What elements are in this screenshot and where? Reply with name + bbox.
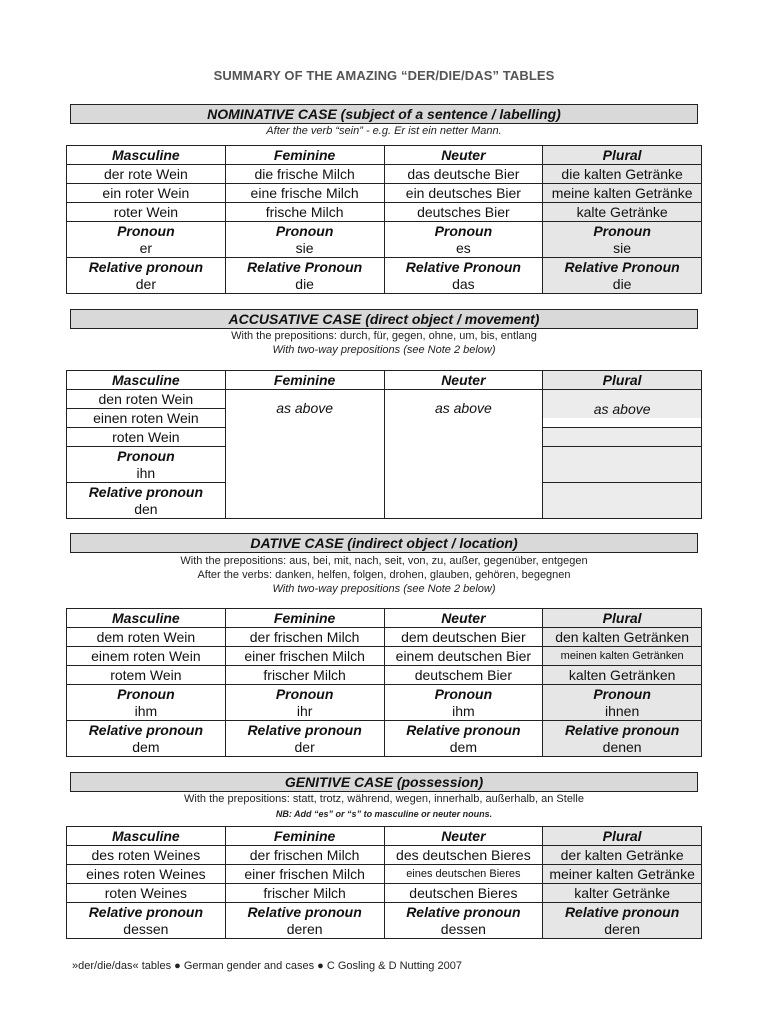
table-cell: die kalten Getränke	[543, 165, 702, 184]
col-feminine: Feminine	[225, 371, 384, 390]
as-above-cell: as above	[225, 390, 384, 519]
table-row	[67, 184, 702, 203]
table-cell: meinen kalten Getränken	[543, 647, 702, 666]
col-feminine: Feminine	[225, 609, 384, 628]
accusative-note: With two-way prepositions (see Note 2 below)	[272, 344, 496, 356]
table-cell: ein deutsches Bier	[384, 184, 543, 203]
table-cell: deutschen Bieres	[384, 884, 543, 903]
nominative-table	[66, 145, 702, 294]
nominative-header: NOMINATIVE CASE (subject of a sentence / labelling)	[70, 104, 698, 124]
col-masculine: Masculine	[67, 827, 226, 846]
relative-pronoun-cell: Relative pronoun deren	[225, 903, 384, 939]
table-cell: kalter Getränke	[543, 884, 702, 903]
pronoun-cell: Pronoun ihm	[384, 685, 543, 721]
table-row	[67, 628, 702, 647]
col-neuter: Neuter	[384, 827, 543, 846]
table-cell: meiner kalten Getränke	[543, 865, 702, 884]
table-cell: deutschem Bier	[384, 666, 543, 685]
pronoun-cell: Pronoun es	[384, 222, 543, 258]
relative-pronoun-cell: Relative Pronoun das	[384, 258, 543, 294]
table-cell: der frischen Milch	[225, 628, 384, 647]
col-plural: Plural	[543, 827, 702, 846]
accusative-header: ACCUSATIVE CASE (direct object / movement)	[70, 309, 698, 329]
table-cell: roter Wein	[67, 203, 226, 222]
table-row	[67, 865, 702, 884]
col-masculine: Masculine	[67, 371, 226, 390]
table-cell: einen roten Wein	[67, 409, 226, 428]
table-row	[67, 609, 702, 628]
col-plural: Plural	[543, 146, 702, 165]
table-cell: einem deutschen Bier	[384, 647, 543, 666]
col-plural: Plural	[543, 609, 702, 628]
as-above-cell: as above	[543, 400, 702, 419]
relative-pronoun-cell: Relative pronoun der	[225, 721, 384, 757]
table-cell: roten Wein	[67, 428, 226, 447]
table-cell: einem roten Wein	[67, 647, 226, 666]
pronoun-cell: Pronoun ihnen	[543, 685, 702, 721]
table-row	[67, 165, 702, 184]
table-row	[67, 258, 702, 294]
table-row	[67, 685, 702, 721]
genitive-table	[66, 826, 702, 939]
table-row	[67, 846, 702, 865]
table-cell: des roten Weines	[67, 846, 226, 865]
relative-pronoun-cell: Relative pronoun dem	[67, 721, 226, 757]
table-row	[67, 203, 702, 222]
table-cell: einer frischen Milch	[225, 647, 384, 666]
col-plural: Plural	[543, 371, 702, 390]
col-feminine: Feminine	[225, 146, 384, 165]
nominative-note: After the verb “sein” - e.g. Er ist ein netter Mann.	[266, 125, 502, 137]
col-neuter: Neuter	[384, 371, 543, 390]
table-cell: der rote Wein	[67, 165, 226, 184]
genitive-header: GENITIVE CASE (possession)	[70, 772, 698, 792]
relative-pronoun-cell: Relative pronoun der	[67, 258, 226, 294]
as-above-cell: as above	[384, 390, 543, 519]
genitive-note: With the prepositions: statt, trotz, während, wegen, innerhalb, außerhalb, an Stelle	[184, 793, 584, 805]
col-masculine: Masculine	[67, 609, 226, 628]
table-cell	[543, 483, 702, 519]
table-row	[67, 371, 702, 390]
page-title: SUMMARY OF THE AMAZING “DER/DIE/DAS” TABLES	[213, 68, 555, 83]
relative-pronoun-cell: Relative pronoun den	[67, 483, 226, 519]
dative-note: After the verbs: danken, helfen, folgen, drohen, glauben, gehören, begegnen	[197, 569, 571, 581]
relative-pronoun-cell: Relative pronoun dessen	[384, 903, 543, 939]
pronoun-cell: Pronoun ihm	[67, 685, 226, 721]
table-cell: dem deutschen Bier	[384, 628, 543, 647]
table-cell: das deutsche Bier	[384, 165, 543, 184]
table-row	[67, 666, 702, 685]
table-cell: der kalten Getränke	[543, 846, 702, 865]
pronoun-cell: Pronoun er	[67, 222, 226, 258]
col-feminine: Feminine	[225, 827, 384, 846]
accusative-note: With the prepositions: durch, für, gegen, ohne, um, bis, entlang	[231, 330, 537, 342]
table-cell: frischer Milch	[225, 884, 384, 903]
table-cell: roten Weines	[67, 884, 226, 903]
pronoun-cell: Pronoun sie	[543, 222, 702, 258]
table-row	[67, 146, 702, 165]
table-cell: dem roten Wein	[67, 628, 226, 647]
table-row	[67, 647, 702, 666]
table-cell: frische Milch	[225, 203, 384, 222]
table-cell	[543, 428, 702, 447]
dative-note: With two-way prepositions (see Note 2 below)	[272, 583, 496, 595]
table-cell: meine kalten Getränke	[543, 184, 702, 203]
pronoun-cell: Pronoun sie	[225, 222, 384, 258]
table-row	[67, 903, 702, 939]
table-cell: kalten Getränken	[543, 666, 702, 685]
genitive-note: NB: Add “es” or “s” to masculine or neuter nouns.	[275, 809, 493, 819]
table-cell: deutsches Bier	[384, 203, 543, 222]
table-cell: der frischen Milch	[225, 846, 384, 865]
relative-pronoun-cell: Relative Pronoun die	[543, 258, 702, 294]
accusative-table	[66, 370, 702, 519]
table-cell: die frische Milch	[225, 165, 384, 184]
pronoun-cell: Pronoun ihr	[225, 685, 384, 721]
table-cell: eine frische Milch	[225, 184, 384, 203]
dative-table	[66, 608, 702, 757]
table-cell: den roten Wein	[67, 390, 226, 409]
relative-pronoun-cell: Relative Pronoun die	[225, 258, 384, 294]
relative-pronoun-cell: Relative pronoun denen	[543, 721, 702, 757]
col-neuter: Neuter	[384, 146, 543, 165]
table-cell: des deutschen Bieres	[384, 846, 543, 865]
table-row	[67, 884, 702, 903]
table-cell: frischer Milch	[225, 666, 384, 685]
relative-pronoun-cell: Relative pronoun dessen	[67, 903, 226, 939]
table-row	[67, 827, 702, 846]
table-cell: eines roten Weines	[67, 865, 226, 884]
table-row	[67, 721, 702, 757]
table-cell: ein roter Wein	[67, 184, 226, 203]
table-cell: eines deutschen Bieres	[384, 865, 543, 884]
table-cell	[543, 447, 702, 483]
col-neuter: Neuter	[384, 609, 543, 628]
table-row	[67, 222, 702, 258]
pronoun-cell: Pronoun ihn	[67, 447, 226, 483]
table-cell: kalte Getränke	[543, 203, 702, 222]
dative-header: DATIVE CASE (indirect object / location)	[70, 533, 698, 553]
relative-pronoun-cell: Relative pronoun dem	[384, 721, 543, 757]
relative-pronoun-cell: Relative pronoun deren	[543, 903, 702, 939]
table-cell: rotem Wein	[67, 666, 226, 685]
footer: »der/die/das« tables ● German gender and cases ● C Gosling & D Nutting 2007	[72, 960, 462, 972]
table-cell: einer frischen Milch	[225, 865, 384, 884]
dative-note: With the prepositions: aus, bei, mit, nach, seit, von, zu, außer, gegenüber, entgegen	[180, 555, 588, 567]
table-cell: den kalten Getränken	[543, 628, 702, 647]
col-masculine: Masculine	[67, 146, 226, 165]
